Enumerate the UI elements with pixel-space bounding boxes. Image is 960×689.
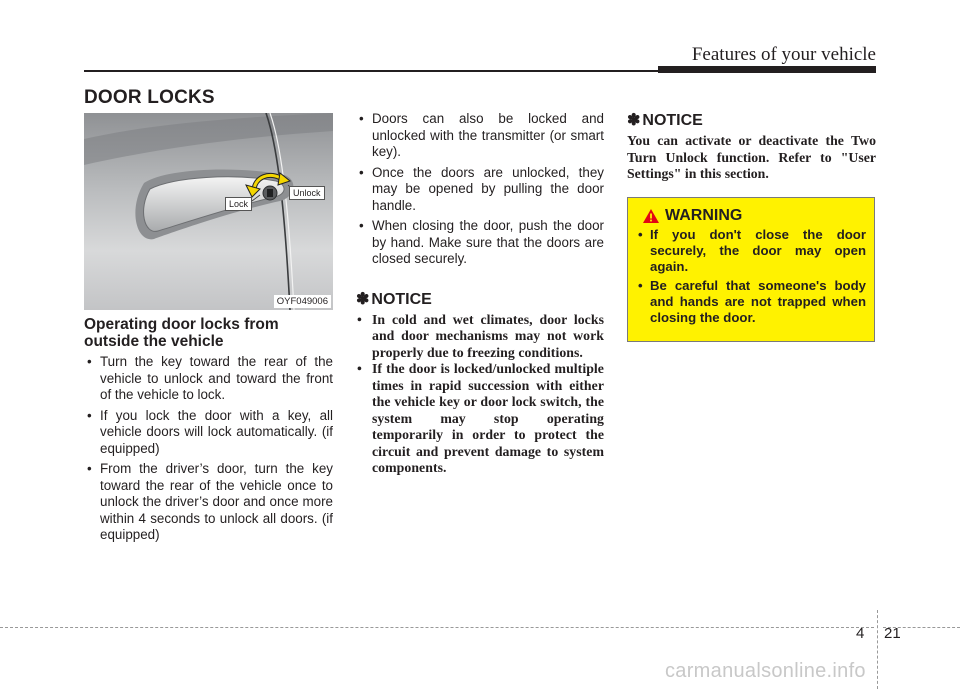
header-title: Features of your vehicle — [691, 44, 876, 65]
notice-heading — [627, 111, 876, 131]
list-item: • If the door is locked/unlocked multiple times in rapid succession with either the vehicle key or door lock switch, the system may stop operating temporarily in order to protect the circuit and prevent damage to system components. — [356, 361, 604, 477]
notice-title: NOTICE — [642, 112, 703, 129]
list-item: • In cold and wet climates, door locks and door mechanisms may not work properly due to freezing conditions. — [356, 312, 604, 362]
warning-box — [627, 197, 875, 342]
section-title: DOOR LOCKS — [84, 87, 215, 108]
list-item: • Doors can also be locked and unlocked with the transmitter (or smart key). — [356, 111, 604, 161]
lock-callout: Lock — [225, 197, 252, 211]
page-number: 21 — [884, 625, 901, 642]
left-bullet-list — [84, 354, 333, 544]
warning-bullet-list — [636, 227, 866, 326]
middle-bullet-list — [356, 111, 604, 268]
notice-star-icon: ✽ — [356, 290, 370, 308]
list-item: • Turn the key toward the rear of the vehicle to unlock and toward the front of the vehicle to lock. — [84, 354, 333, 404]
figure-code: OYF049006 — [274, 295, 331, 308]
warning-heading — [642, 205, 866, 227]
unlock-callout: Unlock — [289, 186, 325, 200]
header-bar — [658, 66, 876, 73]
right-column — [627, 111, 876, 183]
notice-title: NOTICE — [371, 290, 432, 308]
footer-rule-left — [0, 627, 874, 628]
notice-heading — [356, 290, 604, 310]
list-item: • Once the doors are unlocked, they may be opened by pulling the door handle. — [356, 165, 604, 215]
left-column — [84, 316, 333, 548]
warning-title: WARNING — [665, 207, 743, 224]
list-item: • From the driver’s door, turn the key toward the rear of the vehicle once to unlock the driver’s door and once more within 4 seconds to unlock all doors. (if equipped) — [84, 461, 333, 544]
list-item: • When closing the door, push the door by hand. Make sure that the doors are closed securely. — [356, 218, 604, 268]
chapter-number: 4 — [856, 625, 865, 642]
list-item: • If you lock the door with a key, all vehicle doors will lock automatically. (if equipped) — [84, 408, 333, 458]
notice-bullet-list — [356, 312, 604, 477]
notice-text: You can activate or deactivate the Two Turn Unlock function. Refer to "User Settings" in this section. — [627, 133, 876, 181]
list-item: • If you don't close the door securely, the door may open again. — [636, 227, 866, 275]
watermark-link[interactable]: carmanualsonline.info — [665, 660, 866, 682]
notice-star-icon: ✽ — [627, 112, 641, 129]
warning-triangle-icon — [642, 208, 660, 224]
door-handle-figure — [84, 113, 333, 310]
middle-column — [356, 111, 604, 477]
subsection-heading: Operating door locks from outside the vehicle — [84, 316, 279, 350]
door-handle-illustration — [84, 113, 333, 310]
list-item: • Be careful that someone's body and hands are not trapped when closing the door. — [636, 278, 866, 326]
footer-divider — [877, 610, 878, 689]
